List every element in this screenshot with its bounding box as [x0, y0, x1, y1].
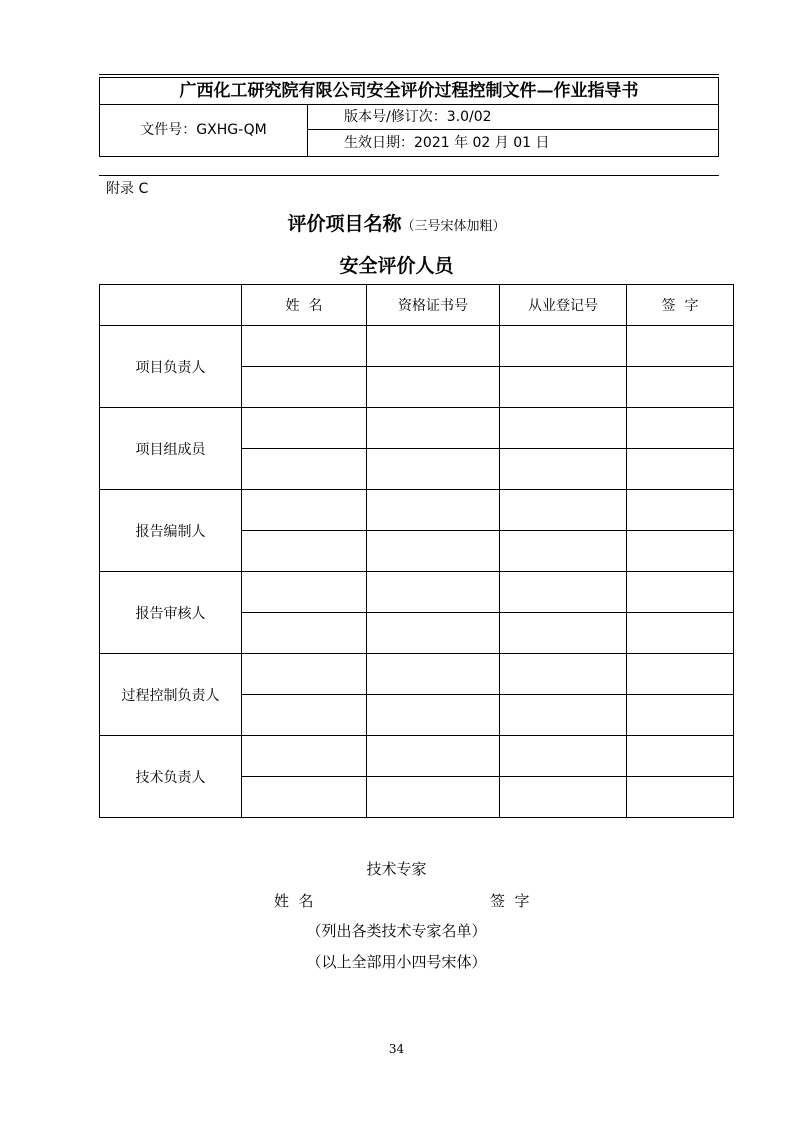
experts-note-list: （列出各类技术专家名单） [306, 922, 487, 940]
project-title-text: 评价项目名称 [287, 213, 402, 235]
project-title-note: （三号宋体加粗） [401, 219, 506, 234]
table-row [100, 654, 734, 695]
header-title: 广西化工研究院有限公司安全评价过程控制文件—作业指导书 [100, 78, 718, 105]
appendix-label: 附录 C [106, 181, 149, 197]
header-top-rule [99, 74, 719, 75]
version-number: 版本号/修订次：3.0/02 [308, 105, 718, 130]
experts-sign-label: 签 字 [490, 892, 530, 910]
section-title: 安全评价人员 [339, 255, 454, 277]
role-label: 报告审核人 [100, 572, 242, 654]
role-label: 过程控制负责人 [100, 654, 242, 736]
header-cell-reg: 从业登记号 [500, 285, 627, 326]
header-cell-role [100, 285, 242, 326]
document-header [99, 77, 719, 157]
header-cell-sign: 签 字 [627, 285, 734, 326]
experts-name-label: 姓 名 [274, 892, 314, 910]
header-rule [99, 175, 719, 176]
staff-table [99, 284, 734, 818]
table-row [100, 408, 734, 449]
project-title [0, 209, 793, 236]
table-row [100, 736, 734, 777]
header-cell-cert: 资格证书号 [367, 285, 500, 326]
page-number: 34 [388, 1042, 405, 1056]
role-label: 报告编制人 [100, 490, 242, 572]
doc-number: 文件号：GXHG-QM [100, 105, 308, 156]
effective-date: 生效日期：2021 年 02 月 01 日 [344, 135, 550, 151]
role-label: 技术负责人 [100, 736, 242, 818]
header-cell-name: 姓 名 [242, 285, 367, 326]
table-header-row [100, 285, 734, 326]
table-row [100, 572, 734, 613]
role-label: 项目组成员 [100, 408, 242, 490]
experts-note-font: （以上全部用小四号宋体） [306, 953, 487, 971]
role-label: 项目负责人 [100, 326, 242, 408]
experts-title: 技术专家 [366, 860, 427, 878]
table-row [100, 326, 734, 367]
table-row [100, 490, 734, 531]
